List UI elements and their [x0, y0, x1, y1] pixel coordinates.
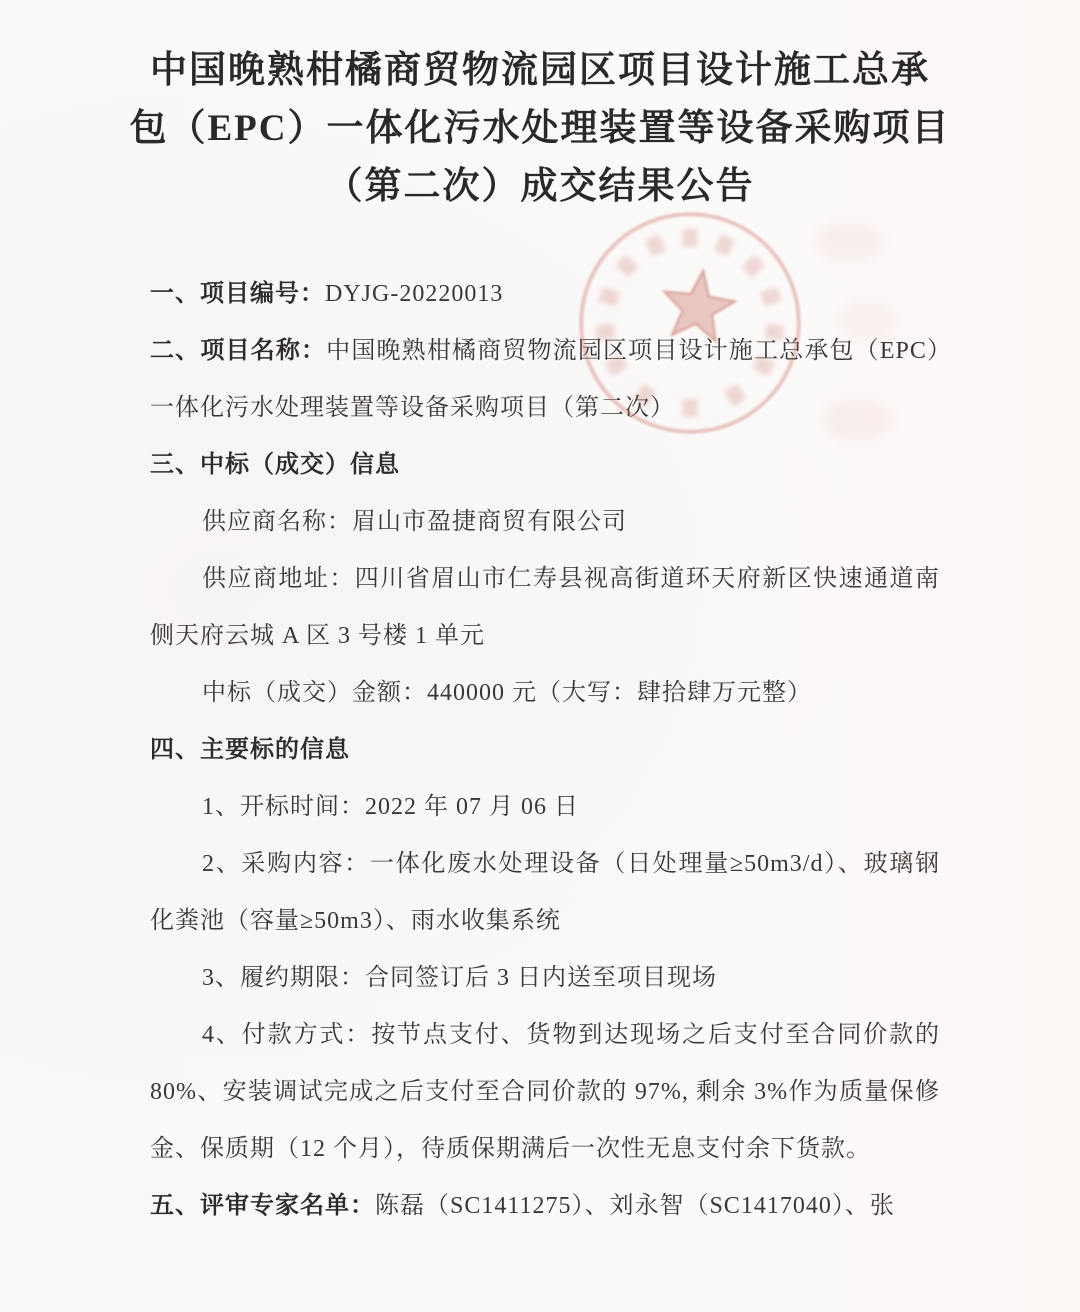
bid-opening-time-value: 2022 年 07 月 06 日 — [365, 794, 579, 820]
bid-opening-time-line — [150, 779, 940, 836]
award-amount-value: 440000 元（大写：肆拾肆万元整） — [427, 680, 812, 706]
document-title — [0, 0, 1080, 216]
document-body — [150, 266, 940, 1235]
project-name-line — [150, 323, 940, 437]
performance-period-value: 合同签订后 3 日内送至项目现场 — [365, 965, 717, 991]
performance-period-line — [150, 950, 940, 1007]
expert-list-label: 五、评审专家名单： — [150, 1193, 375, 1219]
supplier-name-value: 眉山市盈捷商贸有限公司 — [352, 509, 627, 535]
project-name-value: 中国晚熟柑橘商贸物流园区项目设计施工总承包（EPC）一体化污水处理装置等设备采购项目（第二次） — [150, 338, 941, 421]
bid-opening-time-label: 1、开标时间： — [202, 794, 365, 820]
project-number-value: DYJG-20220013 — [325, 281, 504, 307]
procurement-content-label: 2、采购内容： — [202, 851, 370, 877]
procurement-content-line — [150, 836, 940, 950]
supplier-address-label: 供应商地址： — [202, 566, 355, 592]
award-amount-label: 中标（成交）金额： — [202, 680, 427, 706]
subject-info-heading: 四、主要标的信息 — [150, 737, 350, 763]
expert-list-line — [150, 1178, 940, 1235]
expert-list-value: 陈磊（SC1411275）、刘永智（SC1417040）、张 — [375, 1193, 895, 1219]
project-name-label: 二、项目名称： — [150, 338, 327, 364]
payment-terms-label: 4、付款方式： — [202, 1022, 372, 1048]
award-amount-line — [150, 665, 940, 722]
project-number-label: 一、项目编号： — [150, 281, 325, 307]
title-line-1: 中国晚熟柑橘商贸物流园区项目设计施工总承 — [150, 50, 930, 91]
ink-bleed-mark — [815, 222, 885, 262]
supplier-name-line — [150, 494, 940, 551]
payment-terms-value: 按节点支付、货物到达现场之后支付至合同价款的 80%、安装调试完成之后支付至合同价款的 97%, 剩余 3%作为质量保修金、保质期（12 个月），待质保期满后一次性无息支付余下货款。 — [150, 1022, 940, 1162]
project-number-line — [150, 266, 940, 323]
payment-terms-line — [150, 1007, 940, 1178]
title-line-3: （第二次）成交结果公告 — [325, 166, 755, 207]
award-info-heading: 三、中标（成交）信息 — [150, 452, 400, 478]
supplier-address-value: 四川省眉山市仁寿县视高街道环天府新区快速通道南侧天府云城 A 区 3 号楼 1 单元 — [150, 566, 941, 649]
supplier-address-line — [150, 551, 940, 665]
title-line-2: 包（EPC）一体化污水处理装置等设备采购项目 — [129, 108, 951, 149]
performance-period-label: 3、履约期限： — [202, 965, 365, 991]
procurement-content-value: 一体化废水处理设备（日处理量≥50m3/d）、玻璃钢化粪池（容量≥50m3）、雨水收集系统 — [150, 851, 940, 934]
supplier-name-label: 供应商名称： — [202, 509, 352, 535]
